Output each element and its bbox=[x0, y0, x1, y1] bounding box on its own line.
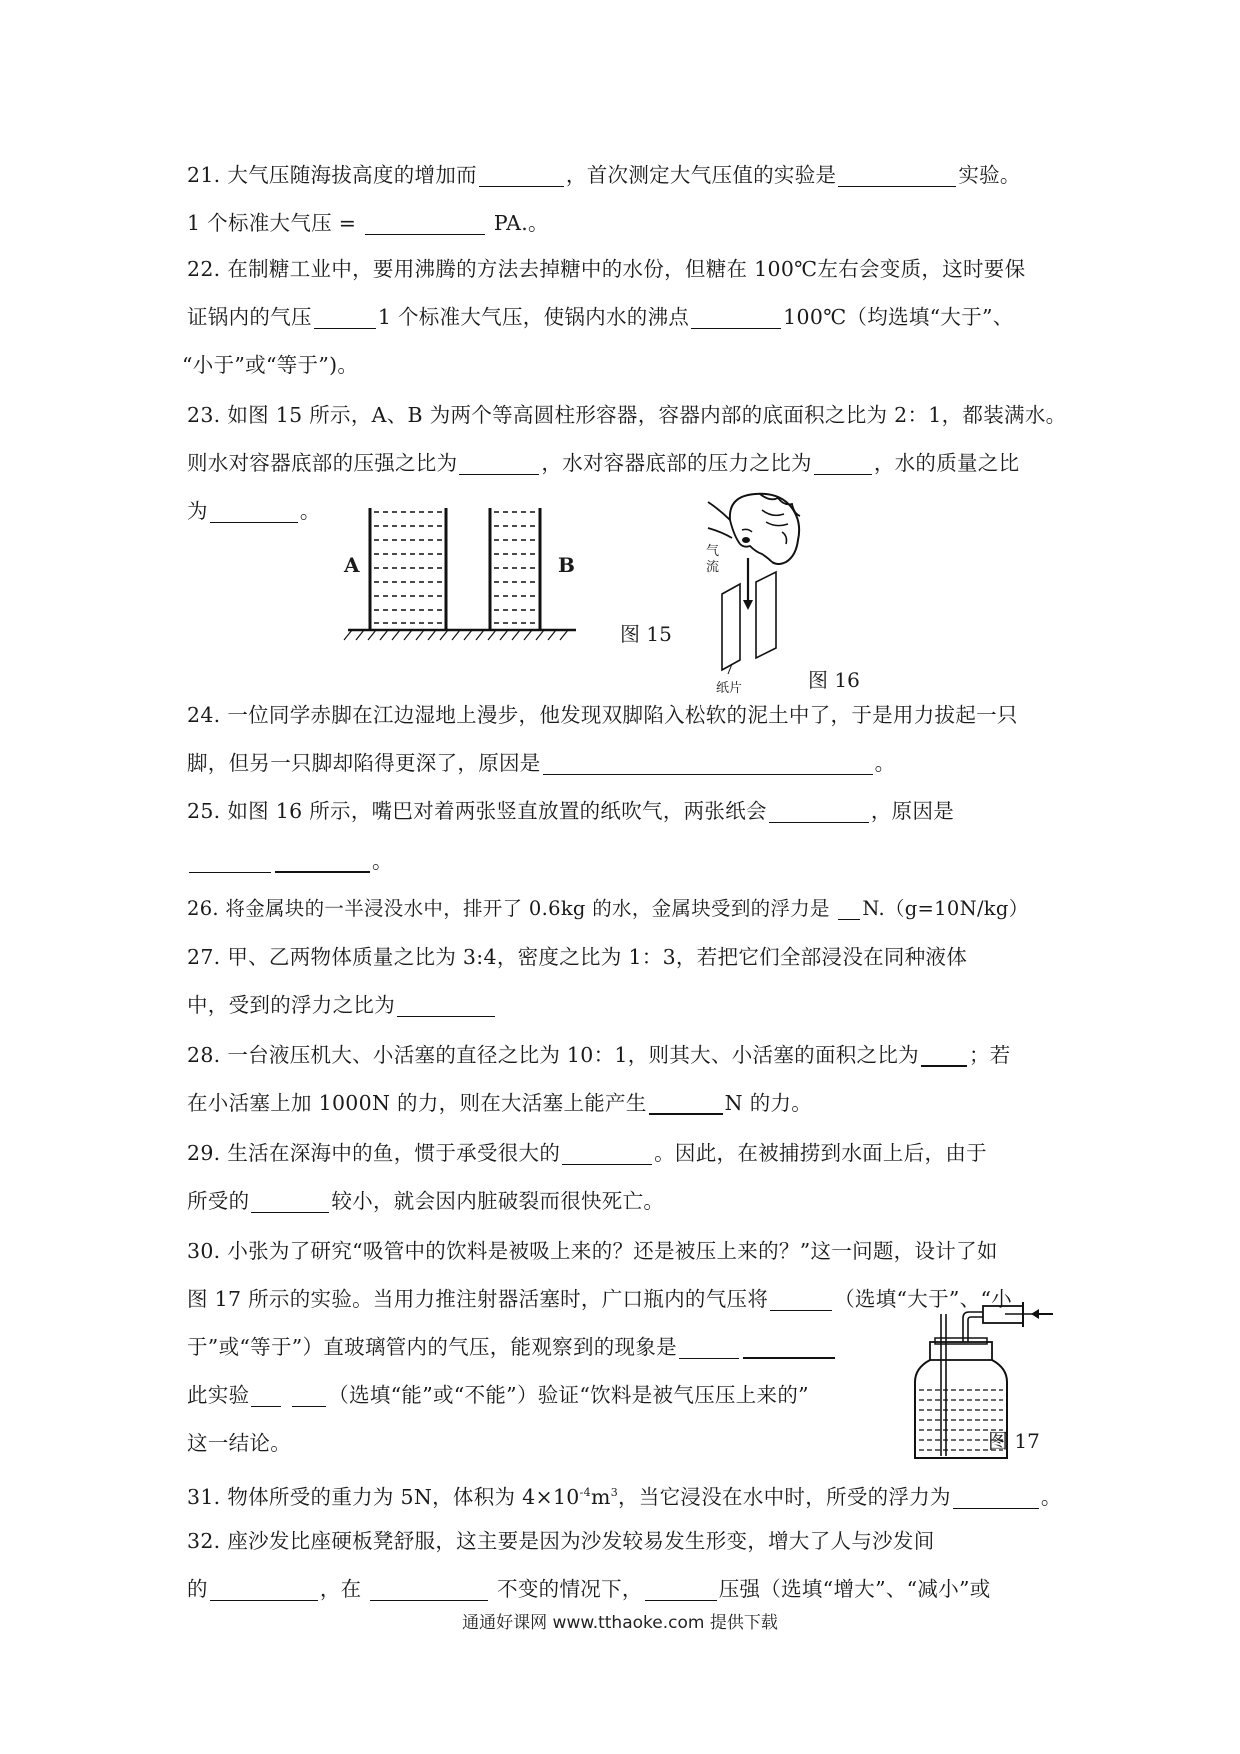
answer-blank bbox=[251, 1211, 329, 1213]
answer-blank bbox=[365, 233, 485, 235]
q31-text-a: 31. 物体所受的重力为 5N，体积为 4×10 bbox=[187, 1484, 580, 1509]
figure-16-airflow-label-2: 流 bbox=[706, 560, 720, 575]
q31-unit-exponent: 3 bbox=[610, 1486, 619, 1499]
question-30-line-4 bbox=[187, 1380, 809, 1410]
q32-text-line2d: 压强（选填“增大”、“减小”或 bbox=[718, 1577, 991, 1601]
answer-blank bbox=[370, 1599, 488, 1601]
figure-15-label-b: B bbox=[558, 553, 575, 577]
q30-text-line1: 30. 小张为了研究“吸管中的饮料是被吸上来的？还是被压上来的？”这一问题，设计了如 bbox=[187, 1239, 998, 1263]
question-25-line-1 bbox=[187, 796, 954, 826]
q32-text-line2b: ，在 bbox=[319, 1577, 362, 1601]
figure-15-caption: 图 15 bbox=[620, 622, 672, 646]
q22-text-line2b: 1 个标准大气压，使锅内水的沸点 bbox=[377, 305, 690, 329]
q28-text-line2a: 在小活塞上加 1000N 的力，则在大活塞上能产生 bbox=[187, 1091, 647, 1115]
q25-text-line1b: ，原因是 bbox=[870, 799, 955, 823]
question-27-line-2 bbox=[187, 990, 497, 1020]
answer-blank bbox=[210, 521, 298, 523]
answer-blank bbox=[679, 1357, 739, 1359]
figure-16-airflow-label-1: 气 bbox=[706, 544, 720, 559]
answer-blank bbox=[770, 1309, 832, 1311]
figure-16-caption: 图 16 bbox=[808, 668, 860, 692]
q30-text-line4b: （选填“能”或“不能”）验证“饮料是被气压压上来的” bbox=[328, 1383, 809, 1407]
q23-text-line2b: ，水对容器底部的压力之比为 bbox=[541, 451, 812, 475]
syringe bbox=[983, 1302, 1033, 1327]
q31-exponent: -4 bbox=[579, 1486, 591, 1499]
q23-text-line3a: 为 bbox=[187, 499, 208, 523]
q24-text-line2b: 。 bbox=[874, 751, 896, 775]
question-22-line-3 bbox=[182, 350, 358, 380]
q21-text-line2b: PA.。 bbox=[493, 211, 549, 235]
question-30-line-1 bbox=[187, 1236, 998, 1266]
q29-text-line2a: 所受的 bbox=[187, 1189, 250, 1213]
question-32-line-1 bbox=[187, 1526, 935, 1556]
q21-text-a: 21. 大气压随海拔高度的增加而 bbox=[187, 163, 477, 187]
figure-15-label-a: A bbox=[344, 553, 360, 577]
answer-blank bbox=[314, 327, 376, 329]
answer-blank bbox=[189, 871, 271, 873]
answer-blank bbox=[649, 1112, 723, 1115]
answer-blank bbox=[838, 185, 956, 187]
q26-text-b: N.（g=10N/kg） bbox=[862, 897, 1029, 920]
q32-text-line2a: 的 bbox=[187, 1577, 208, 1601]
q28-text-line2b: N 的力。 bbox=[724, 1091, 813, 1115]
question-25-line-2 bbox=[187, 846, 393, 876]
q25-text-line1a: 25. 如图 16 所示，嘴巴对着两张竖直放置的纸吹气，两张纸会 bbox=[187, 799, 767, 823]
q23-text-line2c: ，水的质量之比 bbox=[873, 451, 1020, 475]
q22-text-line3: “小于”或“等于”)。 bbox=[182, 353, 359, 377]
question-23-line-2 bbox=[187, 448, 1019, 478]
answer-blank bbox=[479, 185, 564, 187]
q31-text-b: ，当它浸没在水中时，所受的浮力为 bbox=[618, 1484, 951, 1509]
q24-text-line1: 24. 一位同学赤脚在江边湿地上漫步，他发现双脚陷入松软的泥土中了，于是用力拔起一只 bbox=[187, 703, 1018, 727]
answer-blank bbox=[743, 1356, 835, 1359]
container-b bbox=[490, 508, 540, 630]
question-23-line-3 bbox=[187, 496, 321, 526]
q30-text-line2b: （选填“大于”、“小 bbox=[834, 1287, 1013, 1311]
q30-text-line4a: 此实验 bbox=[187, 1383, 250, 1407]
q29-text-line2b: 较小，就会因内脏破裂而很快死亡。 bbox=[331, 1189, 665, 1213]
question-27-line-1 bbox=[187, 942, 967, 972]
q21-text-line2a: 1 个标准大气压 = bbox=[187, 211, 357, 235]
question-23-line-1 bbox=[187, 400, 1066, 430]
q29-text-line1b: 。因此，在被捕捞到水面上后，由于 bbox=[654, 1141, 987, 1165]
figure-16-blowing-paper bbox=[700, 488, 820, 683]
question-30-line-5 bbox=[187, 1428, 291, 1458]
q24-text-line2a: 脚，但另一只脚却陷得更深了，原因是 bbox=[187, 751, 541, 775]
answer-blank bbox=[691, 327, 781, 329]
question-30-line-3 bbox=[187, 1332, 837, 1362]
answer-blank bbox=[275, 870, 370, 873]
question-21-line-2 bbox=[187, 208, 549, 238]
question-32-line-2 bbox=[187, 1574, 991, 1604]
q23-text-line3b: 。 bbox=[299, 499, 321, 523]
q25-text-line2b: 。 bbox=[372, 849, 393, 873]
container-a bbox=[370, 508, 446, 630]
question-31-line bbox=[187, 1478, 1062, 1512]
q26-text-a: 26. 将金属块的一半浸没水中，排开了 0.6kg 的水，金属块受到的浮力是 bbox=[187, 897, 830, 920]
answer-blank bbox=[814, 473, 872, 475]
question-28-line-1 bbox=[187, 1040, 1011, 1070]
answer-blank bbox=[953, 1507, 1039, 1509]
q31-unit: m bbox=[590, 1484, 611, 1509]
answer-blank bbox=[397, 1015, 495, 1017]
question-24-line-2 bbox=[187, 748, 895, 778]
answer-blank bbox=[251, 1405, 281, 1407]
head-illustration bbox=[708, 494, 800, 564]
q32-text-line1: 32. 座沙发比座硬板凳舒服，这主要是因为沙发较易发生形变，增大了人与沙发间 bbox=[187, 1529, 935, 1553]
figure-17-caption: 图 17 bbox=[988, 1429, 1040, 1453]
q22-text-line2c: 100℃（均选填“大于”、 bbox=[783, 305, 1014, 329]
answer-blank bbox=[645, 1599, 717, 1601]
answer-blank bbox=[292, 1405, 326, 1407]
answer-blank bbox=[562, 1163, 652, 1165]
page-footer: 通通好课网 www.tthaoke.com 提供下载 bbox=[462, 1613, 778, 1633]
q28-text-line1a: 28. 一台液压机大、小活塞的直径之比为 10：1，则其大、小活塞的面积之比为 bbox=[187, 1043, 919, 1067]
q22-text-line2a: 证锅内的气压 bbox=[187, 305, 312, 329]
question-22-line-2 bbox=[187, 302, 1014, 332]
figure-15-containers bbox=[338, 500, 578, 650]
question-29-line-2 bbox=[187, 1186, 664, 1216]
question-26-line bbox=[187, 894, 1029, 924]
q29-text-line1a: 29. 生活在深海中的鱼，惯于承受很大的 bbox=[187, 1141, 561, 1165]
answer-blank bbox=[210, 1599, 318, 1601]
answer-blank bbox=[769, 821, 869, 823]
question-29-line-1 bbox=[187, 1138, 987, 1168]
answer-blank bbox=[921, 1064, 967, 1067]
answer-blank bbox=[543, 773, 873, 775]
q32-text-line2c: 不变的情况下， bbox=[497, 1577, 643, 1601]
q28-text-line1b: ；若 bbox=[968, 1043, 1011, 1067]
question-22-line-1 bbox=[187, 254, 1025, 284]
figure-16-paper-label: 纸片 bbox=[716, 681, 743, 696]
q22-text-line1: 22. 在制糖工业中，要用沸腾的方法去掉糖中的水份，但糖在 100℃左右会变质，这时要保 bbox=[187, 257, 1026, 281]
q31-text-c: 。 bbox=[1040, 1484, 1062, 1509]
answer-blank bbox=[459, 473, 539, 475]
q23-text-line2a: 则水对容器底部的压强之比为 bbox=[187, 451, 458, 475]
question-28-line-2 bbox=[187, 1088, 812, 1118]
q27-text-line1: 27. 甲、乙两物体质量之比为 3:4，密度之比为 1：3，若把它们全部浸没在同种液体 bbox=[187, 945, 968, 969]
q21-text-c: 实验。 bbox=[958, 163, 1021, 187]
answer-blank bbox=[838, 918, 860, 920]
q21-text-b: ，首次测定大气压值的实验是 bbox=[565, 163, 837, 187]
q27-text-line2: 中，受到的浮力之比为 bbox=[187, 993, 395, 1017]
q30-text-line2a: 图 17 所示的实验。当用力推注射器活塞时，广口瓶内的气压将 bbox=[187, 1287, 769, 1311]
q23-text-line1: 23. 如图 15 所示，A、B 为两个等高圆柱形容器，容器内部的底面积之比为 2：1，都装满水。 bbox=[187, 403, 1067, 427]
q30-text-line3a: 于”或“等于”）直玻璃管内的气压，能观察到的现象是 bbox=[187, 1335, 677, 1359]
question-24-line-1 bbox=[187, 700, 1018, 730]
question-30-line-2 bbox=[187, 1284, 1012, 1314]
question-21-line-1 bbox=[187, 160, 1021, 190]
q30-text-line5: 这一结论。 bbox=[187, 1431, 291, 1455]
